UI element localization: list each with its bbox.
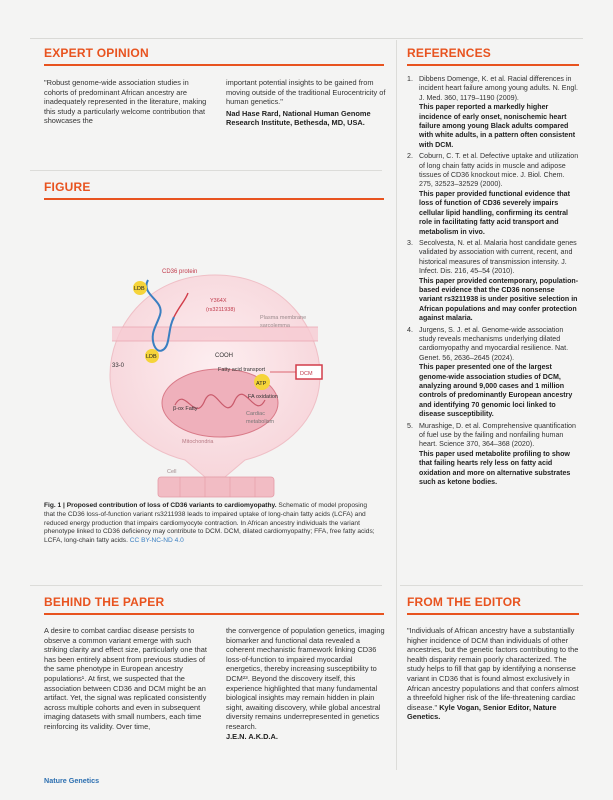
expert-opinion-title: EXPERT OPINION (44, 46, 149, 60)
reference-citation: Murashige, D. et al. Comprehensive quantification of fuel use by the failing and nonfailing human heart. Science 370, 364–368 (2020). (419, 421, 576, 449)
references-title: REFERENCES (407, 46, 492, 60)
editor-title: FROM THE EDITOR (407, 595, 522, 609)
reference-citation: Dibbens Domenge, K. et al. Racial differences in incident heart failure among young adults. N. Engl. J. Med. 360, 1179–1190 (2009). (419, 75, 578, 102)
label-membrane1: Plasma membrane (260, 315, 307, 321)
label-ldb-mid: LDB (146, 354, 157, 360)
figure-bar (44, 198, 384, 200)
reference-note: This paper reported a markedly higher incidence of early onset, nonischemic heart failure among young Black adults compared with white adults, in a pattern often consistent with DCM. (419, 103, 576, 149)
behind-title: BEHIND THE PAPER (44, 595, 165, 609)
behind-signature: J.E.N. A.K.D.A. (226, 731, 278, 741)
reference-citation: Coburn, C. T. et al. Defective uptake and utilization of long chain fatty acids in muscle and adipose tissues of CD36 knockout mice. J. Biol. Chem. 275, 32523–32529 (2000). (419, 152, 579, 189)
label-variant-rs: (rs3211938) (206, 307, 236, 313)
reference-item (407, 326, 579, 420)
caption-lead: Fig. 1 | Proposed contribution of loss of CD36 variants to cardiomyopathy. (44, 502, 277, 509)
reference-number: 4. (407, 325, 413, 334)
reference-number: 2. (407, 152, 413, 161)
reference-item (407, 75, 579, 150)
label-atp: ATP (256, 381, 267, 387)
expert-opinion-signature: Nad Hase Rard, National Human Genome Research Institute, Bethesda, MD, USA. (226, 108, 371, 128)
caption-body: Schematic of model proposing that the CD36 loss-of-function variant rs3211938 leads to impaired uptake of long-chain fatty acids (LCFA) and reduced energy production that impairs cardiomyocyte contraction. In African ancestry individuals the variant phenotype linked to CD36 deficiency may contribute to DCM. DCM, dilated cardiomyopathy; FFA, free fatty acids; LCFA, long-chain fatty acids. (44, 502, 375, 545)
journal-footer: Nature Genetics (44, 776, 100, 785)
expert-opinion-col2 (226, 78, 386, 128)
label-fa-oxidation: FA oxidation (248, 394, 278, 400)
editor-rule (400, 585, 583, 586)
editor-quote: "Individuals of African ancestry have a substantially higher incidence of DCM than individuals of other ancestries, but the genetic factors contributing to the health disparity remain poorly characterized. The study helps to fill that gap by identifying a nonsense variant in CD36 that is found almost exclusively in African ancestry populations and that confers almost a threefold higher risk of the life-threatening cardiac disease." (407, 626, 579, 712)
behind-text1: A desire to combat cardiac disease persists to observe a common variant emerge with such striking clarity and effect size, particularly one that has been entirely absent from previous studies of the same phenotype in European ancestry populations¹. At first, we suspected that the association between CD36 and DCM might be an artifact. Yet, the signal was replicated consistently across multiple cohorts and even in subsequent imaging datasets with small numbers, each time reinforcing its validity. Over time, (44, 626, 207, 731)
reference-note: This paper presented one of the largest genome-wide association studies of DCM, analyzing around 9,000 cases and 1 million controls of predominantly European ancestry and identifying 70 genomic loci linked to disease susceptibility. (419, 363, 573, 419)
behind-col2 (226, 626, 386, 741)
caption-license-link[interactable]: CC BY-NC-ND 4.0 (129, 537, 184, 545)
behind-rule (30, 585, 382, 586)
label-variant: Y364X (210, 298, 227, 304)
reference-number: 1. (407, 75, 413, 83)
reference-citation: Jurgens, S. J. et al. Genome-wide association study reveals mechanisms underlying dilated cardiomyopathy and myocardial resilience. Nat. Genet. 56, 2636–2645 (2024). (419, 325, 569, 362)
label-fa-transport: Fatty acid transport (218, 367, 266, 373)
membrane-band (112, 327, 318, 341)
reference-note: This paper provided functional evidence that loss of function of CD36 severely impairs cellular lipid handling, confirming its central role in facilitating fatty acid transport and metabolism in vivo. (419, 189, 570, 236)
label-position: 33-0 (112, 363, 125, 369)
label-cd36-protein: CD36 protein (162, 269, 198, 275)
behind-bar (44, 613, 384, 615)
reference-item (407, 239, 579, 324)
figure-caption (44, 502, 379, 546)
expert-opinion-bar (44, 64, 384, 66)
label-beta-ox: β-ox Fatty (173, 406, 198, 412)
expert-opinion-col1 (44, 78, 207, 126)
label-cell: Cell (167, 469, 177, 475)
behind-text2: the convergence of population genetics, imaging biomarker and functional data revealed a coherent mechanistic framework linking CD36 loss-of-function to impaired myocardial energetics, thereby increasing susceptibility to DCM²³. Beyond the discovery itself, this experience highlighted that many fundamental biological insights may remain hidden in plain sight, awaiting discovery, while global ancestral diversity remains underrepresented in genetics research. (226, 626, 385, 731)
behind-col1 (44, 626, 214, 732)
editor-bar (407, 613, 579, 615)
label-cardiac: Cardiac (246, 411, 265, 417)
label-cooh: COOH (215, 353, 233, 359)
reference-note: This paper used metabolite profiling to show that failing hearts rely less on fatty acid oxidation and more on alternative substrates such as ketone bodies. (419, 449, 571, 487)
cell-block (158, 477, 274, 497)
editor-col (407, 626, 579, 722)
expert-opinion-text1: "Robust genome-wide association studies in cohorts of predominant African ancestry are inadequately represented in the literature, making this study a particularly welcome contribution that showcases the (44, 78, 207, 126)
references-list (407, 75, 579, 489)
label-ldb-top: LDB (134, 286, 145, 292)
label-mitochondria: Mitochondria (182, 439, 214, 445)
editor-signature: Kyle Vogan, Senior Editor, Nature Genetics. (407, 702, 557, 722)
expert-opinion-text2: important potential insights to be gained from moving outside of the traditional Eurocentricity of human genetics." (226, 78, 386, 107)
figure-rule (30, 170, 382, 171)
column-divider (396, 40, 397, 770)
reference-number: 5. (407, 421, 413, 430)
figure-title: FIGURE (44, 180, 91, 194)
label-membrane2: sarcolemma (260, 323, 290, 329)
reference-note: This paper provided contemporary, population-based evidence that the CD36 nonsense variant rs3211938 is under positive selection in African populations and may confer protection against malaria. (419, 276, 579, 323)
label-metabolism: metabolism (246, 419, 275, 425)
figure-illustration (70, 255, 360, 505)
reference-item (407, 422, 579, 488)
reference-citation: Secolvesta, N. et al. Malaria host candidate genes validated by association with current, recent, and historical measures of transmission intensity. J. Infect. Dis. 216, 45–54 (2010). (419, 238, 577, 276)
figure-svg (70, 255, 360, 505)
references-bar (407, 64, 579, 66)
label-dcm: DCM (300, 371, 313, 377)
reference-number: 3. (407, 238, 413, 247)
top-rule (30, 38, 583, 39)
reference-item (407, 152, 579, 237)
